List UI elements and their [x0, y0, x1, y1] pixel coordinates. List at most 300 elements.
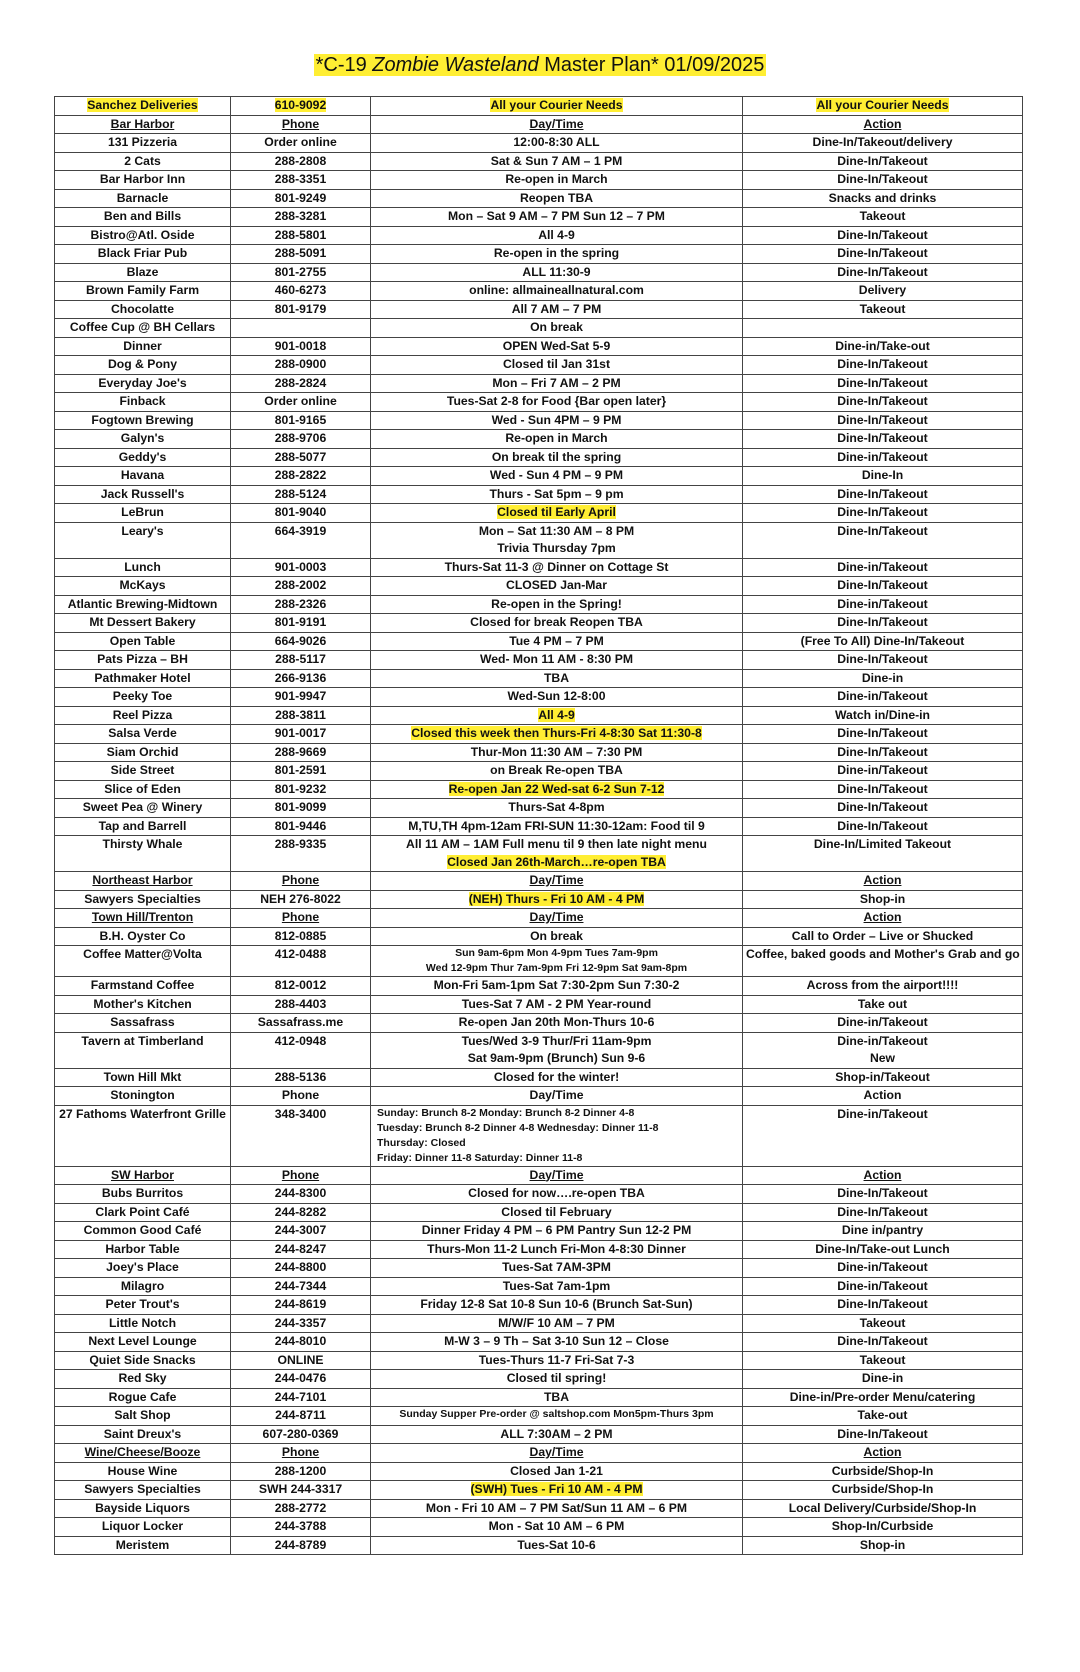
cell-name: Fogtown Brewing: [55, 411, 231, 430]
cell-phone: 901-0003: [231, 558, 371, 577]
page-title: [0, 52, 1080, 78]
table-row: [55, 300, 1023, 319]
cell-phone: 801-9249: [231, 189, 371, 208]
cell-hours: Mon - Fri 10 AM – 7 PM Sat/Sun 11 AM – 6 PM: [371, 1499, 743, 1518]
table-row: [55, 817, 1023, 836]
cell-action: Shop-in: [743, 890, 1023, 909]
cell-hours: Thurs - Sat 5pm – 9 pm: [371, 485, 743, 504]
cell-name: Salsa Verde: [55, 725, 231, 744]
cell-name: Lunch: [55, 558, 231, 577]
cell-hours: Re-open in the Spring!: [371, 595, 743, 614]
title-italic: Zombie Wasteland: [372, 54, 539, 76]
header-action: Action: [743, 909, 1023, 928]
cell-hours: Tues-Sat 7AM-3PM: [371, 1259, 743, 1278]
cell-action: Curbside/Shop-In: [743, 1481, 1023, 1500]
cell-name: Slice of Eden: [55, 780, 231, 799]
cell-action: Dine-In/Takeout: [743, 171, 1023, 190]
header-action: Action: [743, 1166, 1023, 1185]
table-row: [55, 1222, 1023, 1241]
table-row: [55, 263, 1023, 282]
cell-phone: 244-3007: [231, 1222, 371, 1241]
cell-phone: 288-3811: [231, 706, 371, 725]
cell-action: Dine-In/Takeout: [743, 1425, 1023, 1444]
cell-phone: 901-0018: [231, 337, 371, 356]
cell-action: Dine-In/Takeout: [743, 614, 1023, 633]
cell-name: McKays: [55, 577, 231, 596]
table-row: [55, 1240, 1023, 1259]
header-hours: Day/Time: [371, 1166, 743, 1185]
cell-name: Little Notch: [55, 1314, 231, 1333]
cell-name: Saint Dreux's: [55, 1425, 231, 1444]
cell-name: Common Good Café: [55, 1222, 231, 1241]
cell-action: Dine-In/Takeout: [743, 226, 1023, 245]
cell-action: Local Delivery/Curbside/Shop-In: [743, 1499, 1023, 1518]
cell-name: Tap and Barrell: [55, 817, 231, 836]
cell-hours: Closed til February: [371, 1203, 743, 1222]
cell-name: 131 Pizzeria: [55, 134, 231, 153]
cell-hours: Tue 4 PM – 7 PM: [371, 632, 743, 651]
table-row: [55, 1351, 1023, 1370]
cell-action: Shop-in/Takeout: [743, 1068, 1023, 1087]
header-action: Action: [743, 872, 1023, 891]
cell-name: Dog & Pony: [55, 356, 231, 375]
cell-hours: Closed for now….re-open TBA: [371, 1185, 743, 1204]
header-phone: Phone: [231, 872, 371, 891]
cell-phone: 801-9040: [231, 504, 371, 523]
cell-phone: 288-1200: [231, 1462, 371, 1481]
cell-action: Dine-In/Takeout: [743, 799, 1023, 818]
cell-phone: 288-9706: [231, 430, 371, 449]
header-phone: 610-9092: [231, 97, 371, 116]
cell-hours: M/W/F 10 AM – 7 PM: [371, 1314, 743, 1333]
cell-action: Snacks and drinks: [743, 189, 1023, 208]
cell-name: Finback: [55, 393, 231, 412]
table-row: [55, 411, 1023, 430]
cell-name: Pathmaker Hotel: [55, 669, 231, 688]
header-action: Action: [743, 115, 1023, 134]
cell-action: Dine-In/Takeout: [743, 430, 1023, 449]
table-row: [55, 558, 1023, 577]
cell-phone: 288-5801: [231, 226, 371, 245]
cell-name: Bayside Liquors: [55, 1499, 231, 1518]
cell-phone: 288-2772: [231, 1499, 371, 1518]
cell-action: Dine-In/Takeout: [743, 725, 1023, 744]
cell-hours: Re-open in March: [371, 430, 743, 449]
cell-action: Dine-In/Takeout: [743, 263, 1023, 282]
table-row: [55, 1499, 1023, 1518]
table-row: [55, 1481, 1023, 1500]
header-action: All your Courier Needs: [743, 97, 1023, 116]
table-row: [55, 1518, 1023, 1537]
cell-phone: 244-7344: [231, 1277, 371, 1296]
cell-hours: on Break Re-open TBA: [371, 762, 743, 781]
cell-hours: Dinner Friday 4 PM – 6 PM Pantry Sun 12-2 PM: [371, 1222, 743, 1241]
cell-name: Thirsty Whale: [55, 836, 231, 872]
cell-action: Dine-In/Takeout: [743, 1203, 1023, 1222]
cell-name: Mother's Kitchen: [55, 995, 231, 1014]
cell-action: Dine-In/Takeout: [743, 1296, 1023, 1315]
header-name: Wine/Cheese/Booze: [55, 1444, 231, 1463]
table-row: [55, 1203, 1023, 1222]
table-row: [55, 1370, 1023, 1389]
cell-phone: 801-9179: [231, 300, 371, 319]
cell-phone: 288-3351: [231, 171, 371, 190]
cell-name: Geddy's: [55, 448, 231, 467]
cell-action: Dine-In/Takeout: [743, 504, 1023, 523]
cell-phone: 288-5077: [231, 448, 371, 467]
header-name: Stonington: [55, 1087, 231, 1106]
table-row: [55, 762, 1023, 781]
cell-phone: 244-8282: [231, 1203, 371, 1222]
cell-name: Sweet Pea @ Winery: [55, 799, 231, 818]
cell-phone: 801-9232: [231, 780, 371, 799]
cell-action: Dine in/pantry: [743, 1222, 1023, 1241]
table-row: [55, 1462, 1023, 1481]
cell-hours: (SWH) Tues - Fri 10 AM - 4 PM: [371, 1481, 743, 1500]
section-header-row: [55, 1444, 1023, 1463]
cell-name: LeBrun: [55, 504, 231, 523]
cell-hours: All 4-9: [371, 226, 743, 245]
cell-action: Take out: [743, 995, 1023, 1014]
cell-name: Sassafrass: [55, 1014, 231, 1033]
cell-name: 2 Cats: [55, 152, 231, 171]
cell-hours: On break: [371, 319, 743, 338]
cell-action: Dine-In/Takeout: [743, 393, 1023, 412]
cell-action: Dine-in/Take-out: [743, 337, 1023, 356]
cell-action: Dine-In: [743, 467, 1023, 486]
cell-hours: Tues-Sat 7am-1pm: [371, 1277, 743, 1296]
cell-phone: 288-4403: [231, 995, 371, 1014]
cell-hours: Tues-Thurs 11-7 Fri-Sat 7-3: [371, 1351, 743, 1370]
table-row: [55, 319, 1023, 338]
cell-phone: 801-9446: [231, 817, 371, 836]
table-row: [55, 467, 1023, 486]
table-row: [55, 1388, 1023, 1407]
cell-hours: Closed til Early April: [371, 504, 743, 523]
cell-hours: OPEN Wed-Sat 5-9: [371, 337, 743, 356]
cell-action: Dine-in/Takeout: [743, 595, 1023, 614]
cell-phone: 460-6273: [231, 282, 371, 301]
cell-action: Dine-in/Takeout: [743, 1259, 1023, 1278]
table-row: [55, 393, 1023, 412]
cell-hours: Closed for the winter!: [371, 1068, 743, 1087]
cell-action: Dine-In/Takeout: [743, 374, 1023, 393]
table-row: [55, 1068, 1023, 1087]
cell-hours: M,TU,TH 4pm-12am FRI-SUN 11:30-12am: Food til 9: [371, 817, 743, 836]
table-row: [55, 577, 1023, 596]
cell-hours: TBA: [371, 669, 743, 688]
table-row: [55, 706, 1023, 725]
cell-phone: 288-2808: [231, 152, 371, 171]
cell-phone: 288-2002: [231, 577, 371, 596]
table-row: [55, 356, 1023, 375]
cell-name: Siam Orchid: [55, 743, 231, 762]
cell-name: Town Hill Mkt: [55, 1068, 231, 1087]
cell-hours: Thur-Mon 11:30 AM – 7:30 PM: [371, 743, 743, 762]
cell-phone: 244-8800: [231, 1259, 371, 1278]
cell-hours: Mon-Fri 5am-1pm Sat 7:30-2pm Sun 7:30-2: [371, 977, 743, 996]
table-row: [55, 1333, 1023, 1352]
cell-name: Coffee Cup @ BH Cellars: [55, 319, 231, 338]
table-row: [55, 1032, 1023, 1068]
cell-name: Black Friar Pub: [55, 245, 231, 264]
cell-name: Liquor Locker: [55, 1518, 231, 1537]
cell-phone: [231, 319, 371, 338]
cell-action: Dine-In/Takeout: [743, 1185, 1023, 1204]
cell-name: Red Sky: [55, 1370, 231, 1389]
cell-name: Next Level Lounge: [55, 1333, 231, 1352]
cell-phone: 288-2822: [231, 467, 371, 486]
cell-phone: ONLINE: [231, 1351, 371, 1370]
cell-hours: 12:00-8:30 ALL: [371, 134, 743, 153]
cell-phone: Sassafrass.me: [231, 1014, 371, 1033]
cell-phone: 901-0017: [231, 725, 371, 744]
cell-hours: Mon – Sat 9 AM – 7 PM Sun 12 – 7 PM: [371, 208, 743, 227]
cell-phone: 244-3357: [231, 1314, 371, 1333]
cell-hours: Re-open in March: [371, 171, 743, 190]
header-name: Town Hill/Trenton: [55, 909, 231, 928]
table-row: [55, 688, 1023, 707]
cell-phone: 244-8247: [231, 1240, 371, 1259]
cell-name: Clark Point Café: [55, 1203, 231, 1222]
cell-action: Dine-in/Takeout: [743, 762, 1023, 781]
cell-hours: Tues-Sat 10-6: [371, 1536, 743, 1555]
cell-phone: 244-7101: [231, 1388, 371, 1407]
cell-action: Dine-In/Takeout: [743, 651, 1023, 670]
cell-action: Shop-In/Curbside: [743, 1518, 1023, 1537]
header-hours: Day/Time: [371, 909, 743, 928]
table-row: [55, 448, 1023, 467]
cell-name: Jack Russell's: [55, 485, 231, 504]
table-row: [55, 1259, 1023, 1278]
table-row: [55, 946, 1023, 977]
cell-action: Takeout: [743, 1314, 1023, 1333]
cell-action: Across from the airport!!!!: [743, 977, 1023, 996]
table-row: [55, 669, 1023, 688]
cell-phone: 812-0012: [231, 977, 371, 996]
section-header-row: [55, 1087, 1023, 1106]
cell-action: Coffee, baked goods and Mother's Grab and go: [743, 946, 1023, 977]
cell-name: Quiet Side Snacks: [55, 1351, 231, 1370]
cell-name: Galyn's: [55, 430, 231, 449]
cell-action: Watch in/Dine-in: [743, 706, 1023, 725]
header-phone: Phone: [231, 1444, 371, 1463]
cell-hours: Closed til spring!: [371, 1370, 743, 1389]
cell-action: Dine-In/Takeout: [743, 245, 1023, 264]
table-row: [55, 337, 1023, 356]
table-row: [55, 995, 1023, 1014]
cell-phone: NEH 276-8022: [231, 890, 371, 909]
cell-hours: Thurs-Mon 11-2 Lunch Fri-Mon 4-8:30 Dinner: [371, 1240, 743, 1259]
cell-phone: 244-0476: [231, 1370, 371, 1389]
cell-phone: 801-9099: [231, 799, 371, 818]
cell-action: Dine-In/Takeout: [743, 152, 1023, 171]
cell-action: Takeout: [743, 300, 1023, 319]
cell-phone: 244-8619: [231, 1296, 371, 1315]
cell-name: Leary's: [55, 522, 231, 558]
table-row: [55, 799, 1023, 818]
header-action: Action: [743, 1087, 1023, 1106]
cell-name: Peter Trout's: [55, 1296, 231, 1315]
cell-action: Dine-in: [743, 1370, 1023, 1389]
cell-phone: 801-9165: [231, 411, 371, 430]
cell-hours: Friday 12-8 Sat 10-8 Sun 10-6 (Brunch Sat-Sun): [371, 1296, 743, 1315]
cell-action: Dine-In/Takeout: [743, 356, 1023, 375]
cell-phone: 288-9335: [231, 836, 371, 872]
cell-hours: Tues-Sat 7 AM - 2 PM Year-round: [371, 995, 743, 1014]
cell-hours: Re-open in the spring: [371, 245, 743, 264]
cell-phone: Order online: [231, 134, 371, 153]
cell-action: Dine-In/Takeout: [743, 780, 1023, 799]
header-name: Bar Harbor: [55, 115, 231, 134]
cell-name: Meristem: [55, 1536, 231, 1555]
cell-name: Farmstand Coffee: [55, 977, 231, 996]
table-row: [55, 208, 1023, 227]
cell-hours: Wed - Sun 4 PM – 9 PM: [371, 467, 743, 486]
cell-hours: Closed til Jan 31st: [371, 356, 743, 375]
header-hours: Day/Time: [371, 872, 743, 891]
header-hours: Day/Time: [371, 1087, 743, 1106]
header-name: Northeast Harbor: [55, 872, 231, 891]
table-row: [55, 430, 1023, 449]
cell-name: Open Table: [55, 632, 231, 651]
cell-name: Bistro@Atl. Oside: [55, 226, 231, 245]
table-row: [55, 743, 1023, 762]
cell-phone: 244-3788: [231, 1518, 371, 1537]
header-action: Action: [743, 1444, 1023, 1463]
cell-hours: Closed this week then Thurs-Fri 4-8:30 Sat 11:30-8: [371, 725, 743, 744]
table-row: [55, 1425, 1023, 1444]
cell-action: Takeout: [743, 208, 1023, 227]
cell-name: Rogue Cafe: [55, 1388, 231, 1407]
cell-name: Sawyers Specialties: [55, 1481, 231, 1500]
cell-action: Take-out: [743, 1407, 1023, 1426]
cell-name: Peeky Toe: [55, 688, 231, 707]
table-row: [55, 595, 1023, 614]
table-row: [55, 245, 1023, 264]
cell-phone: 348-3400: [231, 1105, 371, 1166]
cell-phone: 288-2824: [231, 374, 371, 393]
cell-hours: Closed for break Reopen TBA: [371, 614, 743, 633]
cell-action: Dine-in/Takeout: [743, 558, 1023, 577]
cell-name: Pats Pizza – BH: [55, 651, 231, 670]
cell-phone: 664-3919: [231, 522, 371, 558]
cell-name: Havana: [55, 467, 231, 486]
cell-phone: 607-280-0369: [231, 1425, 371, 1444]
table-row: [55, 1277, 1023, 1296]
cell-action: Dine-in/Takeout New: [743, 1032, 1023, 1068]
header-hours: Day/Time: [371, 115, 743, 134]
cell-name: Chocolatte: [55, 300, 231, 319]
cell-hours: ALL 7:30AM – 2 PM: [371, 1425, 743, 1444]
cell-action: Shop-in: [743, 1536, 1023, 1555]
table-row: [55, 1014, 1023, 1033]
cell-name: Milagro: [55, 1277, 231, 1296]
cell-action: Dine-In/Limited Takeout: [743, 836, 1023, 872]
cell-name: Salt Shop: [55, 1407, 231, 1426]
closure-note: Closed Jan 26th-March…re-open TBA: [447, 854, 666, 869]
cell-hours: online: allmaineallnatural.com: [371, 282, 743, 301]
cell-action: Dine-In/Take-out Lunch: [743, 1240, 1023, 1259]
cell-hours: All 4-9: [371, 706, 743, 725]
cell-action: Dine-in/Takeout: [743, 1105, 1023, 1166]
header-phone: Phone: [231, 115, 371, 134]
cell-hours: ALL 11:30-9: [371, 263, 743, 282]
cell-action: Dine-in/Takeout: [743, 688, 1023, 707]
table-row: [55, 1296, 1023, 1315]
cell-phone: 244-8300: [231, 1185, 371, 1204]
cell-hours: Re-open Jan 22 Wed-sat 6-2 Sun 7-12: [371, 780, 743, 799]
cell-hours: On break: [371, 927, 743, 946]
cell-action: Takeout: [743, 1351, 1023, 1370]
cell-phone: 412-0488: [231, 946, 371, 977]
schedule-table: [54, 96, 1023, 1555]
cell-phone: 244-8789: [231, 1536, 371, 1555]
cell-action: [743, 319, 1023, 338]
table-row: [55, 522, 1023, 558]
cell-phone: 288-2326: [231, 595, 371, 614]
cell-hours: Thurs-Sat 11-3 @ Dinner on Cottage St: [371, 558, 743, 577]
header-hours: Day/Time: [371, 1444, 743, 1463]
cell-phone: 244-8010: [231, 1333, 371, 1352]
table-row: [55, 836, 1023, 872]
cell-hours: Sat & Sun 7 AM – 1 PM: [371, 152, 743, 171]
cell-name: Sawyers Specialties: [55, 890, 231, 909]
header-name: SW Harbor: [55, 1166, 231, 1185]
cell-phone: 801-2591: [231, 762, 371, 781]
table-row: [55, 651, 1023, 670]
cell-phone: 288-5091: [231, 245, 371, 264]
section-header-row: [55, 872, 1023, 891]
table-row: [55, 725, 1023, 744]
cell-phone: 801-9191: [231, 614, 371, 633]
table-row: [55, 780, 1023, 799]
cell-hours: Mon - Sat 10 AM – 6 PM: [371, 1518, 743, 1537]
table-row: [55, 977, 1023, 996]
cell-phone: 412-0948: [231, 1032, 371, 1068]
cell-action: (Free To All) Dine-In/Takeout: [743, 632, 1023, 651]
title-prefix: *C-19: [315, 54, 373, 76]
cell-hours: Sunday: Brunch 8-2 Monday: Brunch 8-2 Dinner 4-8 Tuesday: Brunch 8-2 Dinner 4-8 Wednesday: Dinner 11-8 Thursday: Closed Friday: Dinner 11-8 Saturday: Dinner 11-8: [371, 1105, 743, 1166]
cell-hours: All 11 AM – 1AM Full menu til 9 then late night menu Closed Jan 26th-March…re-open TBA: [371, 836, 743, 872]
title-rest: Master Plan* 01/09/2025: [538, 54, 765, 76]
cell-action: Dine-in/Takeout: [743, 448, 1023, 467]
cell-phone: 901-9947: [231, 688, 371, 707]
cell-hours: Sun 9am-6pm Mon 4-9pm Tues 7am-9pm Wed 12-9pm Thur 7am-9pm Fri 12-9pm Sat 9am-8pm: [371, 946, 743, 977]
cell-name: Ben and Bills: [55, 208, 231, 227]
cell-action: Dine-In/Takeout: [743, 577, 1023, 596]
cell-phone: 244-8711: [231, 1407, 371, 1426]
table-row: [55, 1105, 1023, 1166]
cell-hours: Wed- Mon 11 AM - 8:30 PM: [371, 651, 743, 670]
cell-name: Bar Harbor Inn: [55, 171, 231, 190]
cell-hours: Tues/Wed 3-9 Thur/Fri 11am-9pm Sat 9am-9pm (Brunch) Sun 9-6: [371, 1032, 743, 1068]
cell-action: Dine-In/Takeout: [743, 522, 1023, 558]
cell-hours: All 7 AM – 7 PM: [371, 300, 743, 319]
cell-action: Delivery: [743, 282, 1023, 301]
cell-action: Dine-In/Takeout: [743, 1333, 1023, 1352]
header-name: Sanchez Deliveries: [55, 97, 231, 116]
cell-name: Mt Dessert Bakery: [55, 614, 231, 633]
table-row: [55, 171, 1023, 190]
cell-name: Joey's Place: [55, 1259, 231, 1278]
cell-hours: M-W 3 – 9 Th – Sat 3-10 Sun 12 – Close: [371, 1333, 743, 1352]
header-phone: Phone: [231, 1166, 371, 1185]
cell-name: Barnacle: [55, 189, 231, 208]
cell-phone: SWH 244-3317: [231, 1481, 371, 1500]
section-header-row: [55, 115, 1023, 134]
cell-hours: Closed Jan 1-21: [371, 1462, 743, 1481]
